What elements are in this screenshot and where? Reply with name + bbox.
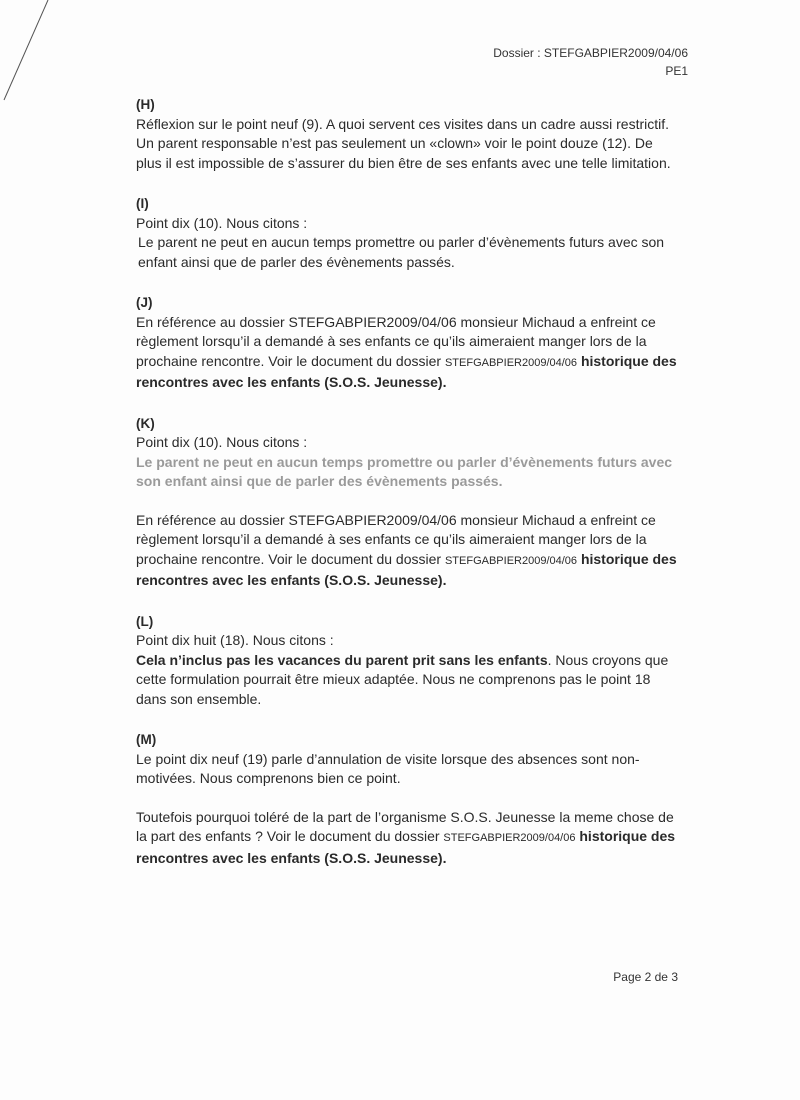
section-j <box>136 293 681 393</box>
text-body: En référence au dossier STEFGABPIER2009/04/06 monsieur Michaud a enfreint ce règlement lorsqu’il a demandé à ses enfants ce qu’ils aimeraient manger lors de la prochaine rencontre. Voir le document du dossier <box>136 313 656 369</box>
document-code: PE1 <box>665 64 688 78</box>
dossier-code: STEFGABPIER2009/04/06 <box>443 832 576 844</box>
section-l <box>136 612 681 710</box>
document-title: historique des rencontres avec les enfants (S.O.S. Jeunesse). <box>136 828 676 866</box>
section-text <box>136 313 681 393</box>
section-quote: Le parent ne peut en aucun temps promettre ou parler d’évènements futurs avec son enfant ainsi que de parler des évènements passés. <box>138 234 665 270</box>
section-label: (H) <box>136 97 155 112</box>
section-label: (J) <box>136 295 153 310</box>
section-text <box>136 511 681 591</box>
document-body <box>136 95 681 889</box>
section-quote: Le parent ne peut en aucun temps promettre ou parler d’évènements futurs avec son enfant ainsi que de parler des évènements passés. <box>136 453 673 489</box>
section-text-2 <box>136 808 681 869</box>
section-label: (I) <box>136 196 149 211</box>
dossier-reference: Dossier : STEFGABPIER2009/04/06 <box>493 46 688 60</box>
section-intro: Point dix (10). Nous citons : <box>136 214 308 231</box>
section-label: (L) <box>136 613 154 629</box>
text-body: . Nous croyons que cette formulation pourrait être mieux adaptée. Nous ne comprenons pas le point 18 dans son ensemble. <box>136 651 669 707</box>
document-header <box>493 44 688 80</box>
document-title: historique des rencontres avec les enfants (S.O.S. Jeunesse). <box>136 352 677 390</box>
page-number: Page 2 de 3 <box>613 970 678 984</box>
section-m <box>136 730 681 868</box>
section-h <box>136 95 681 173</box>
section-text: Réflexion sur le point neuf (9). A quoi servent ces visites dans un cadre aussi restrictif. Un parent responsable n’est pas seulement un «clown» voir le point douze (12). De plus il est impossible de s’assurer du bien être de ses enfants avec une telle limitation. <box>136 115 671 171</box>
section-text <box>136 651 681 710</box>
dossier-code: STEFGABPIER2009/04/06 <box>444 554 578 567</box>
dossier-code: STEFGABPIER2009/04/06 <box>444 356 578 369</box>
text-body: En référence au dossier STEFGABPIER2009/04/06 monsieur Michaud a enfreint ce règlement lorsqu’il a demandé à ses enfants ce qu’ils aimeraient manger lors de la prochaine rencontre. Voir le document du dossier <box>136 511 656 567</box>
section-text: Le point dix neuf (19) parle d’annulation de visite lorsque des absences sont non-motivées. Nous comprenons bien ce point. <box>136 750 640 786</box>
text-body: Toutefois pourquoi toléré de la part de l’organisme S.O.S. Jeunesse la meme chose de la part des enfants ? Voir le document du dossier <box>136 808 674 844</box>
scan-edge-mark <box>0 0 60 110</box>
section-label: (K) <box>136 415 155 431</box>
section-intro: Point dix (10). Nous citons : <box>136 434 308 450</box>
section-label: (M) <box>136 732 157 747</box>
section-k <box>136 414 681 591</box>
document-title: historique des rencontres avec les enfants (S.O.S. Jeunesse). <box>136 550 677 588</box>
section-intro: Point dix huit (18). Nous citons : <box>136 632 334 648</box>
bold-quote: Cela n’inclus pas les vacances du parent prit sans les enfants <box>136 651 548 668</box>
section-i <box>136 194 681 272</box>
